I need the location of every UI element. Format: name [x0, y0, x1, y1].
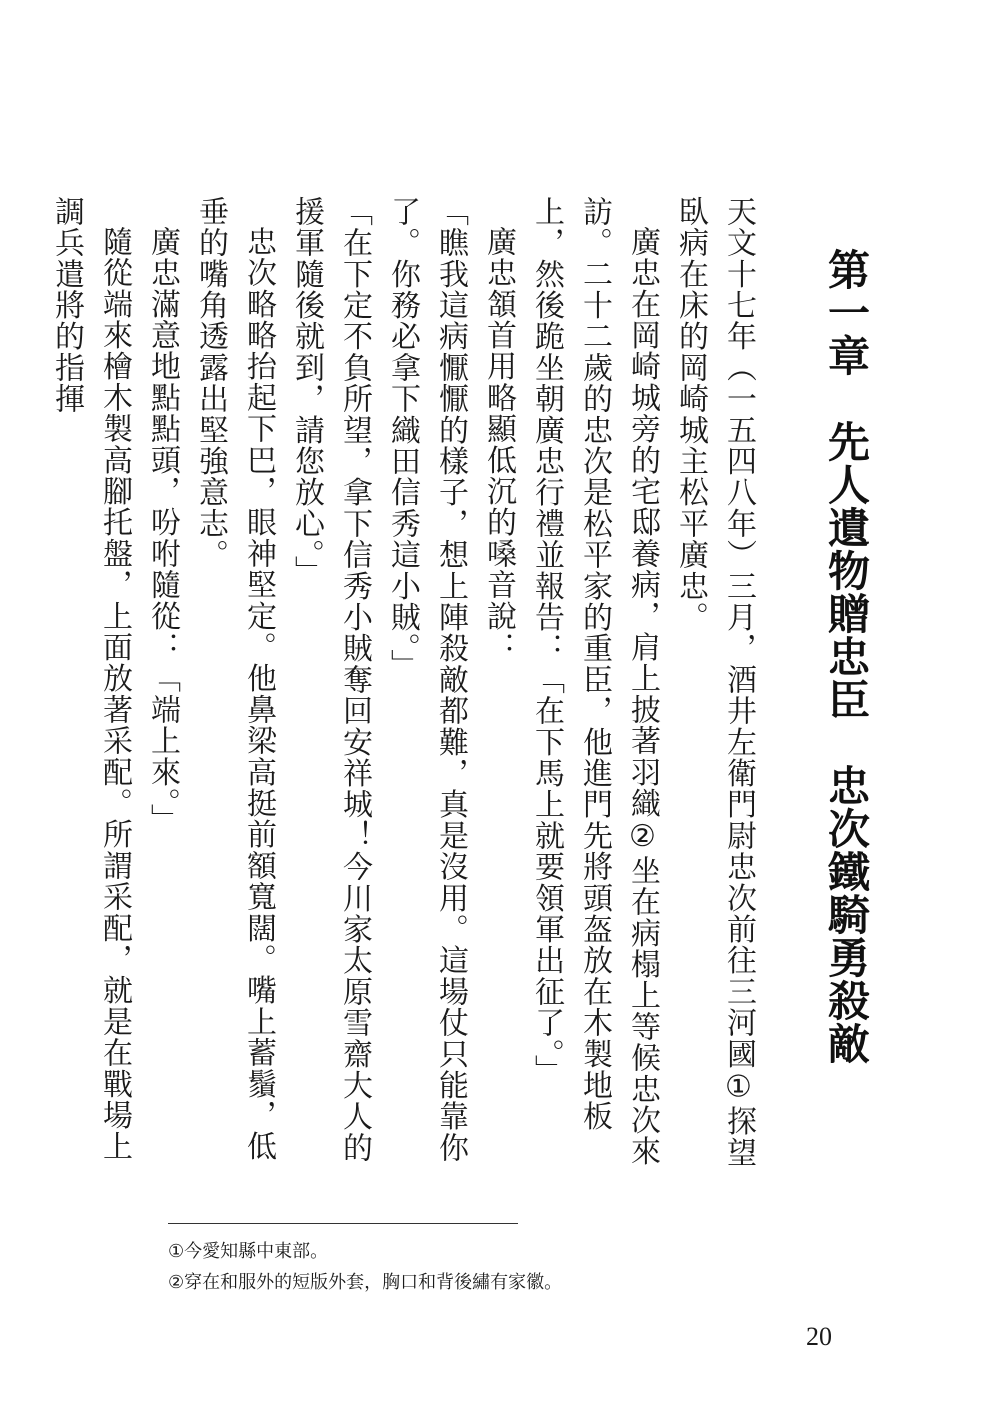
paragraph-6: 忠次略略抬起下巴，眼神堅定。他鼻梁高挺前額寬闊。嘴上蓄鬚，低垂的嘴角透露出堅強意志。 — [193, 196, 276, 1162]
paragraph-1: 天文十七年（一五四八年）三月，酒井左衛門尉忠次前往三河國①探望臥病在床的岡崎城主松平廣忠。 — [673, 196, 756, 1169]
footnotes — [168, 1236, 868, 1298]
page-number: 20 — [806, 1322, 832, 1351]
paragraph-2: 廣忠在岡崎城旁的宅邸養病，肩上披著羽織②坐在病榻上等候忠次來訪。二十二歲的忠次是松平家的重臣，他進門先將頭盔放在木製地板上，然後跪坐朝廣忠行禮並報告：「在下馬上就要領軍出征了。」 — [529, 196, 660, 1167]
body-text — [42, 196, 762, 1186]
paragraph-5: 「在下定不負所望，拿下信秀小賊奪回安祥城！今川家太原雪齋大人的援軍隨後就到，請您放心。」 — [289, 196, 372, 1164]
paragraph-8: 隨從端來檜木製高腳托盤，上面放著采配。所謂采配，就是在戰場上調兵遣將的指揮 — [49, 196, 132, 1162]
paragraph-7: 廣忠滿意地點點頭，吩咐隨從：「端上來。」 — [145, 226, 180, 835]
footnote-2: ②穿在和服外的短版外套，胸口和背後繡有家徽。 — [168, 1272, 563, 1293]
chapter-title: 第一章 先人遺物贈忠臣 忠次鐵騎勇殺敵 — [822, 248, 871, 1065]
paragraph-3: 廣忠頷首用略顯低沉的嗓音說： — [481, 226, 516, 663]
paragraph-4: 「瞧我這病懨懨的樣子，想上陣殺敵都難，真是沒用。這場仗只能靠你了。你務必拿下織田信秀這小賊。」 — [385, 196, 468, 1164]
footnote-1: ①今愛知縣中東部。 — [168, 1241, 329, 1262]
footnote-divider — [168, 1223, 518, 1224]
